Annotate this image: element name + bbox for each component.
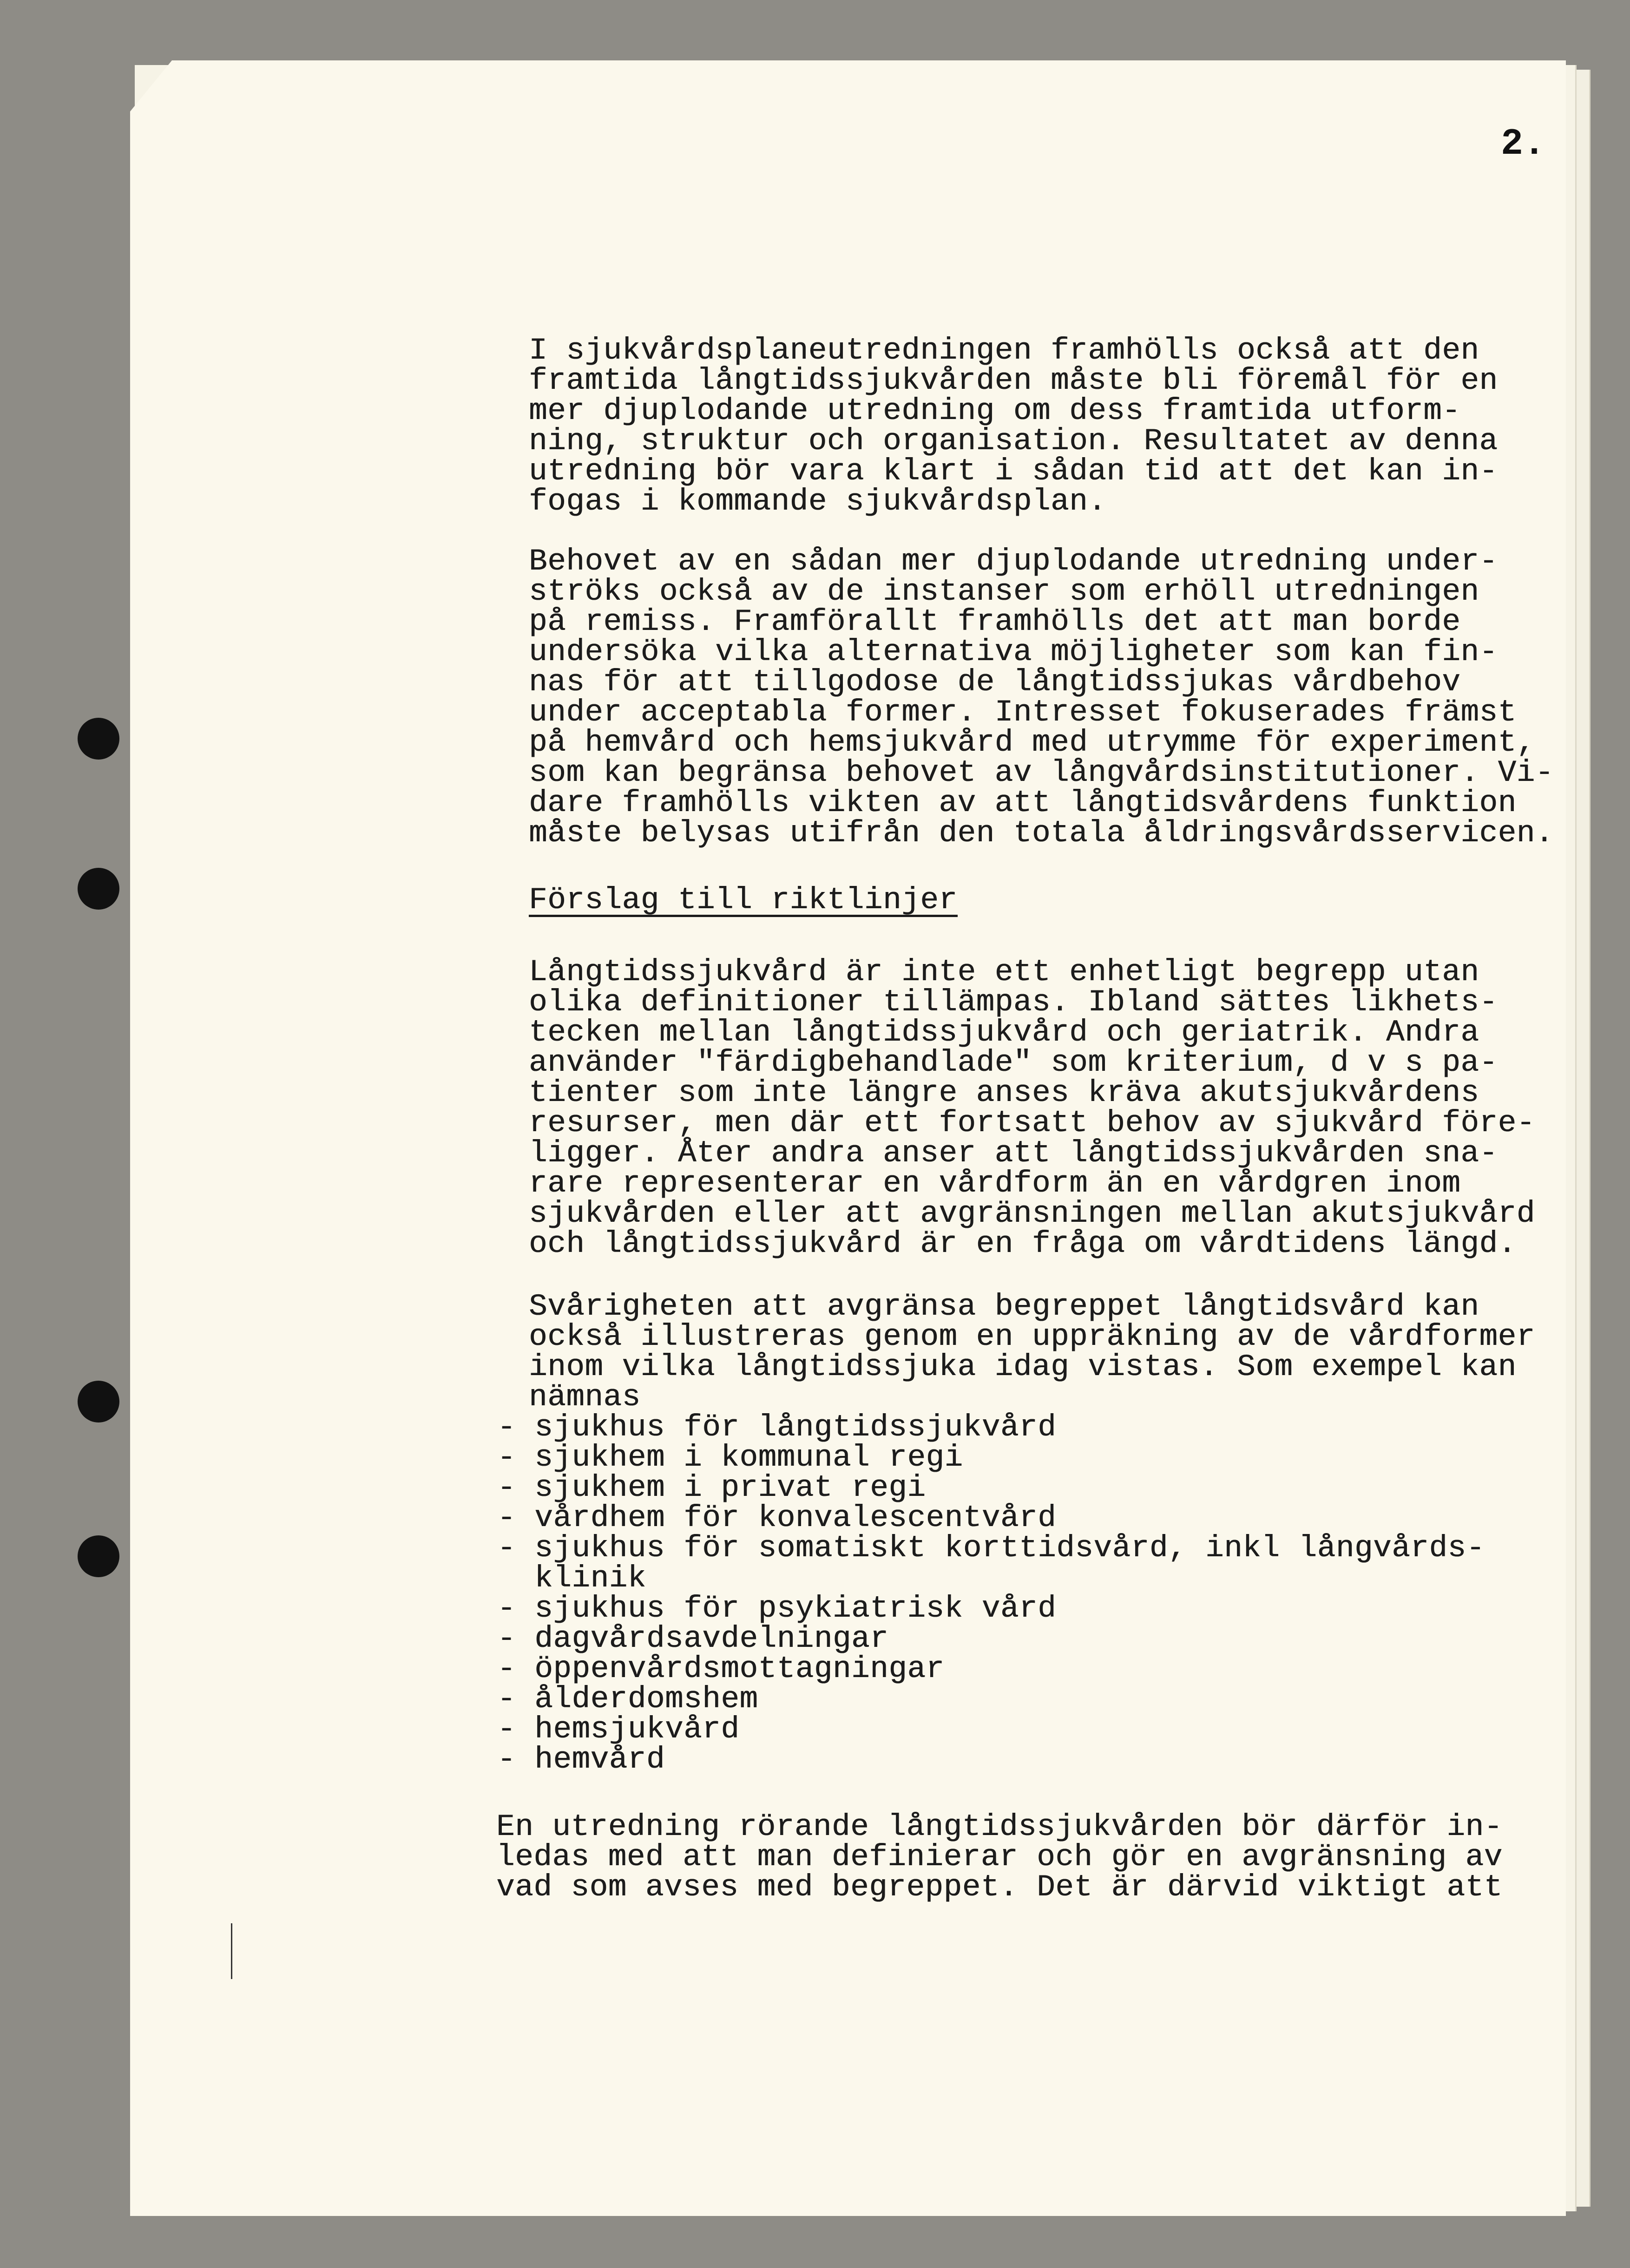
text-line: dare framhölls vikten av att långtidsvårdens funktion xyxy=(529,786,1517,820)
text-line: på remiss. Framförallt framhölls det att man borde xyxy=(529,604,1461,639)
text-line: Behovet av en sådan mer djuplodande utredning under- xyxy=(529,544,1498,579)
text-line: rare representerar en vårdform än en vårdgren inom xyxy=(529,1166,1461,1201)
text-line: använder "färdigbehandlade" som kriterium, d v s pa- xyxy=(529,1045,1498,1080)
text-line: tienter som inte längre anses kräva akutsjukvårdens xyxy=(529,1075,1479,1110)
text-line: fogas i kommande sjukvårdsplan. xyxy=(529,484,1107,519)
text-line: måste belysas utifrån den totala åldringsvårdsservicen. xyxy=(529,816,1554,851)
section-heading: Förslag till riktlinjer xyxy=(529,883,958,918)
list-item: klinik xyxy=(497,1561,646,1596)
text-line: nämnas xyxy=(529,1380,641,1415)
text-line: sjukvården eller att avgränsningen mellan akutsjukvård xyxy=(529,1196,1535,1231)
text-line: utredning bör vara klart i sådan tid att det kan in- xyxy=(529,454,1498,489)
text-line: inom vilka långtidssjuka idag vistas. Som exempel kan xyxy=(529,1350,1517,1384)
paragraph-4 xyxy=(529,1289,1535,1415)
list-item: - dagvårdsavdelningar xyxy=(497,1621,889,1656)
text-line: framtida långtidssjukvården måste bli föremål för en xyxy=(529,363,1498,398)
text-line: ledas med att man definierar och gör en avgränsning av xyxy=(496,1840,1503,1875)
paragraph-2 xyxy=(529,544,1554,851)
text-line: mer djuplodande utredning om dess framtida utform- xyxy=(529,393,1461,428)
list-item: - hemsjukvård xyxy=(497,1712,740,1747)
punch-hole xyxy=(78,868,119,910)
text-line: ströks också av de instanser som erhöll utredningen xyxy=(529,574,1479,609)
paragraph-3 xyxy=(529,957,1535,1259)
text-line: och långtidssjukvård är en fråga om vårdtidens längd. xyxy=(529,1226,1517,1261)
text-line: undersöka vilka alternativa möjligheter som kan fin- xyxy=(529,635,1498,669)
punch-hole xyxy=(78,1381,119,1422)
text-line: nas för att tillgodose de långtidssjukas vårdbehov xyxy=(529,665,1461,700)
list-item: - sjukhem i privat regi xyxy=(497,1470,926,1505)
page-number: 2. xyxy=(1501,123,1546,165)
text-line: ning, struktur och organisation. Resultatet av denna xyxy=(529,424,1498,459)
text-line: på hemvård och hemsjukvård med utrymme för experiment, xyxy=(529,725,1535,760)
text-line: I sjukvårdsplaneutredningen framhölls också att den xyxy=(529,333,1479,368)
text-line: ligger. Åter andra anser att långtidssjukvården sna- xyxy=(529,1136,1498,1171)
text-line: resurser, men där ett fortsatt behov av sjukvård före- xyxy=(529,1106,1535,1141)
margin-mark xyxy=(231,1923,232,1979)
list-item: - öppenvårdsmottagningar xyxy=(497,1652,945,1686)
text-line: Långtidssjukvård är inte ett enhetligt begrepp utan xyxy=(529,955,1479,990)
text-line: tecken mellan långtidssjukvård och geriatrik. Andra xyxy=(529,1015,1479,1050)
text-line: En utredning rörande långtidssjukvården bör därför in- xyxy=(496,1809,1503,1844)
paragraph-1 xyxy=(529,335,1498,517)
paragraph-5 xyxy=(496,1809,1503,1905)
list-item: - sjukhus för psykiatrisk vård xyxy=(497,1591,1057,1626)
punch-hole xyxy=(78,718,119,760)
punch-hole xyxy=(78,1535,119,1577)
text-line: Svårigheten att avgränsa begreppet långtidsvård kan xyxy=(529,1289,1479,1324)
list-item: - hemvård xyxy=(497,1742,665,1777)
text-line: olika definitioner tillämpas. Ibland sättes likhets- xyxy=(529,985,1498,1020)
list-item: - sjukhus för långtidssjukvård xyxy=(497,1410,1057,1445)
text-line: vad som avses med begreppet. Det är därvid viktigt att xyxy=(496,1870,1503,1905)
list-item: - ålderdomshem xyxy=(497,1682,758,1717)
list-item: - sjukhem i kommunal regi xyxy=(497,1440,963,1475)
list-item: - vårdhem för konvalescentvård xyxy=(497,1501,1057,1535)
text-line: under acceptabla former. Intresset fokuserades främst xyxy=(529,695,1517,730)
text-line: som kan begränsa behovet av långvårdsinstitutioner. Vi- xyxy=(529,755,1554,790)
text-line: också illustreras genom en uppräkning av de vårdformer xyxy=(529,1319,1535,1354)
list-item: - sjukhus för somatiskt korttidsvård, inkl långvårds- xyxy=(497,1531,1485,1566)
care-forms-list xyxy=(497,1412,1485,1775)
